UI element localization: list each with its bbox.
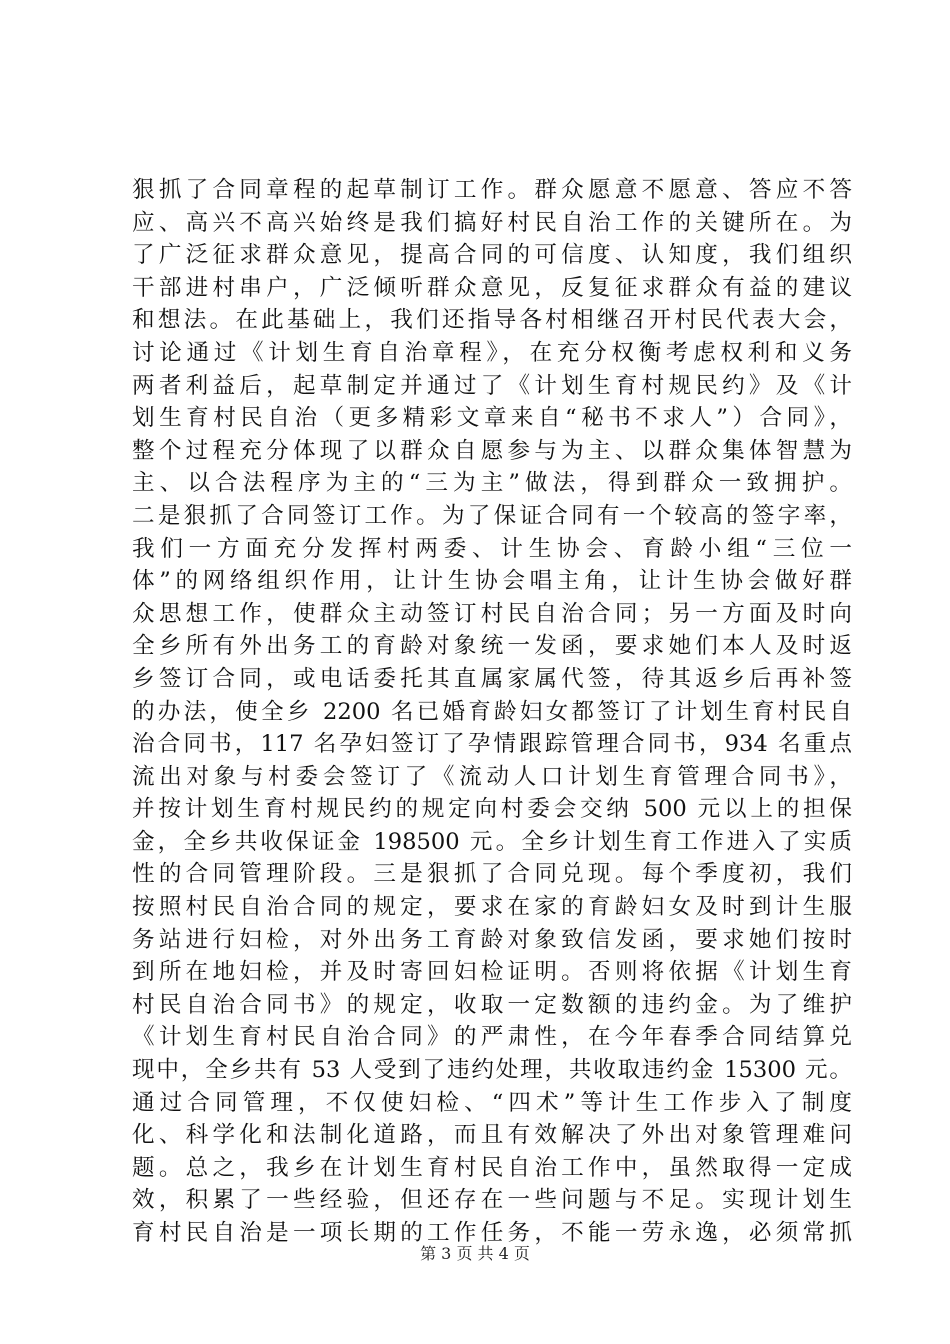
page-number: 第 3 页 共 4 页	[420, 1244, 530, 1263]
text-line: 务站进行妇检，对外出务工育龄对象致信发函，要求她们按时	[132, 926, 852, 953]
text-line: 干部进村串户，广泛倾听群众意见，反复征求群众有益的建议	[132, 274, 852, 301]
text-line: 主、以合法程序为主的“三为主”做法，得到群众一致拥护。	[132, 470, 852, 497]
text-line: 流出对象与村委会签订了《流动人口计划生育管理合同书》，	[132, 763, 852, 790]
text-line: 划生育村民自治（更多精彩文章来自“秘书不求人”）合同》，	[132, 405, 852, 432]
text-line: 了广泛征求群众意见，提高合同的可信度、认知度，我们组织	[132, 242, 852, 269]
page-footer	[0, 1244, 950, 1264]
text-line: 现中，全乡共有 53 人受到了违约处理，共收取违约金 15300 元。	[132, 1057, 852, 1084]
text-line: 按照村民自治合同的规定，要求在家的育龄妇女及时到计生服	[132, 894, 852, 921]
text-line: 题。总之，我乡在计划生育村民自治工作中，虽然取得一定成	[132, 1154, 852, 1181]
text-line: 金，全乡共收保证金 198500 元。全乡计划生育工作进入了实质	[132, 828, 852, 855]
text-line: 狠抓了合同章程的起草制订工作。群众愿意不愿意、答应不答	[132, 177, 852, 203]
body-text	[132, 174, 852, 1250]
text-line: 化、科学化和法制化道路，而且有效解决了外出对象管理难问	[132, 1122, 852, 1149]
text-line: 通过合同管理，不仅使妇检、“四术”等计生工作步入了制度	[132, 1089, 852, 1116]
text-line: 并按计划生育村规民约的规定向村委会交纳 500 元以上的担保	[132, 796, 852, 823]
text-line: 两者利益后，起草制定并通过了《计划生育村规民约》及《计	[132, 372, 852, 399]
text-line: 的办法，使全乡 2200 名已婚育龄妇女都签订了计划生育村民自	[132, 698, 852, 725]
text-line: 乡签订合同，或电话委托其直属家属代签，待其返乡后再补签	[132, 665, 852, 692]
text-line: 到所在地妇检，并及时寄回妇检证明。否则将依据《计划生育	[132, 959, 852, 986]
text-line: 治合同书，117 名孕妇签订了孕情跟踪管理合同书，934 名重点	[132, 731, 852, 758]
text-line: 讨论通过《计划生育自治章程》，在充分权衡考虑权利和义务	[132, 339, 852, 366]
text-line: 育村民自治是一项长期的工作任务，不能一劳永逸，必须常抓	[132, 1220, 852, 1246]
text-line: 众思想工作，使群众主动签订村民自治合同；另一方面及时向	[132, 600, 852, 627]
text-line: 效，积累了一些经验，但还存在一些问题与不足。实现计划生	[132, 1187, 852, 1214]
text-line: 《计划生育村民自治合同》的严肃性，在今年春季合同结算兑	[132, 1024, 852, 1051]
text-line: 整个过程充分体现了以群众自愿参与为主、以群众集体智慧为	[132, 437, 852, 464]
text-line: 全乡所有外出务工的育龄对象统一发函，要求她们本人及时返	[132, 633, 852, 660]
text-line: 我们一方面充分发挥村两委、计生协会、育龄小组“三位一	[132, 535, 852, 562]
text-line: 村民自治合同书》的规定，收取一定数额的违约金。为了维护	[132, 991, 852, 1018]
text-line: 二是狠抓了合同签订工作。为了保证合同有一个较高的签字率，	[132, 502, 852, 529]
text-line: 应、高兴不高兴始终是我们搞好村民自治工作的关键所在。为	[132, 209, 852, 236]
text-line: 体”的网络组织作用，让计生协会唱主角，让计生协会做好群	[132, 568, 852, 595]
text-line: 性的合同管理阶段。三是狠抓了合同兑现。每个季度初，我们	[132, 861, 852, 888]
text-line: 和想法。在此基础上，我们还指导各村相继召开村民代表大会，	[132, 307, 852, 334]
